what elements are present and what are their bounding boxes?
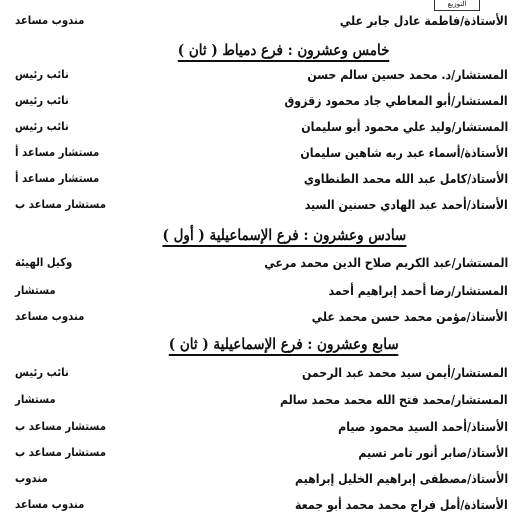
section-heading-text: خامس وعشرون : فرع دمياط ( ثان ) (178, 41, 390, 62)
employee-role: وكيل الهيئة (15, 255, 73, 269)
list-item (8, 193, 508, 215)
employee-role: مندوب مساعد (15, 309, 85, 323)
list-item (8, 388, 508, 410)
employee-name: المستشار/د. محمد حسين سالم حسن (307, 66, 508, 82)
employee-role: نائب رئيس (15, 67, 69, 81)
corner-stamp: التوزيع (434, 0, 480, 11)
employee-role: نائب رئيس (15, 119, 69, 133)
employee-role: مستشار (15, 283, 56, 297)
list-item (8, 167, 508, 189)
employee-name: الأستاذ/مؤمن محمد حسن محمد علي (312, 308, 508, 324)
section-heading-damietta-second (60, 38, 508, 64)
employee-role: نائب رئيس (15, 365, 69, 379)
list-item (8, 493, 508, 515)
section-heading-ismailia-second (60, 332, 508, 358)
list-item (8, 141, 508, 163)
section-heading-ismailia-first (60, 223, 508, 249)
employee-name: الأستاذ/أحمد السيد محمود صيام (338, 418, 508, 434)
employee-name: الأستاذة/فاطمة عادل جابر علي (340, 12, 508, 28)
employee-name: المستشار/عبد الكريم صلاح الدين محمد مرعي (264, 254, 508, 270)
list-item (8, 441, 508, 463)
list-item (8, 63, 508, 85)
employee-name: المستشار/أيمن سيد محمد عبد الرحمن (302, 364, 508, 380)
employee-name: المستشار/محمد فتح الله محمد محمد سالم (280, 391, 508, 407)
employee-name: الأستاذ/مصطفى إبراهيم الخليل إبراهيم (294, 470, 508, 486)
list-item (8, 89, 508, 111)
list-item (8, 115, 508, 137)
section-heading-text: سادس وعشرون : فرع الإسماعيلية ( أول ) (162, 226, 406, 247)
employee-name: المستشار/أبو المعاطي جاد محمود زقزوق (284, 92, 508, 108)
employee-role: مندوب مساعد (15, 497, 85, 511)
list-item (8, 305, 508, 327)
employee-role: مستشار (15, 392, 56, 406)
employee-name: الأستاذ/صابر أنور تامر تسيم (358, 444, 508, 460)
employee-name: المستشار/وليد علي محمود أبو سليمان (300, 118, 508, 134)
employee-role: مستشار مساعد ب (15, 445, 107, 459)
employee-role: مستشار مساعد أ (15, 171, 100, 185)
employee-name: الأستاذة/أسماء عبد ربه شاهين سليمان (300, 144, 508, 160)
employee-name: الأستاذ/كامل عبد الله محمد الطنطاوي (303, 170, 508, 186)
employee-role: مندوب مساعد (15, 13, 85, 27)
employee-role: مندوب (15, 471, 48, 485)
employee-role: مستشار مساعد أ (15, 145, 100, 159)
list-item (8, 415, 508, 437)
employee-name: الأستاذة/أمل فراج محمد محمد أبو جمعة (295, 496, 508, 512)
section-heading-text: سابع وعشرون : فرع الإسماعيلية ( ثان ) (169, 335, 399, 356)
employee-name: الأستاذ/أحمد عبد الهادي حسنين السيد (304, 196, 508, 212)
employee-name: المستشار/رضا أحمد إبراهيم أحمد (328, 282, 508, 298)
list-item (8, 251, 508, 273)
list-item (8, 361, 508, 383)
list-item (8, 467, 508, 489)
employee-role: مستشار مساعد ب (15, 419, 107, 433)
employee-role: نائب رئيس (15, 93, 69, 107)
employee-role: مستشار مساعد ب (15, 197, 107, 211)
list-item (8, 9, 508, 31)
list-item (8, 279, 508, 301)
